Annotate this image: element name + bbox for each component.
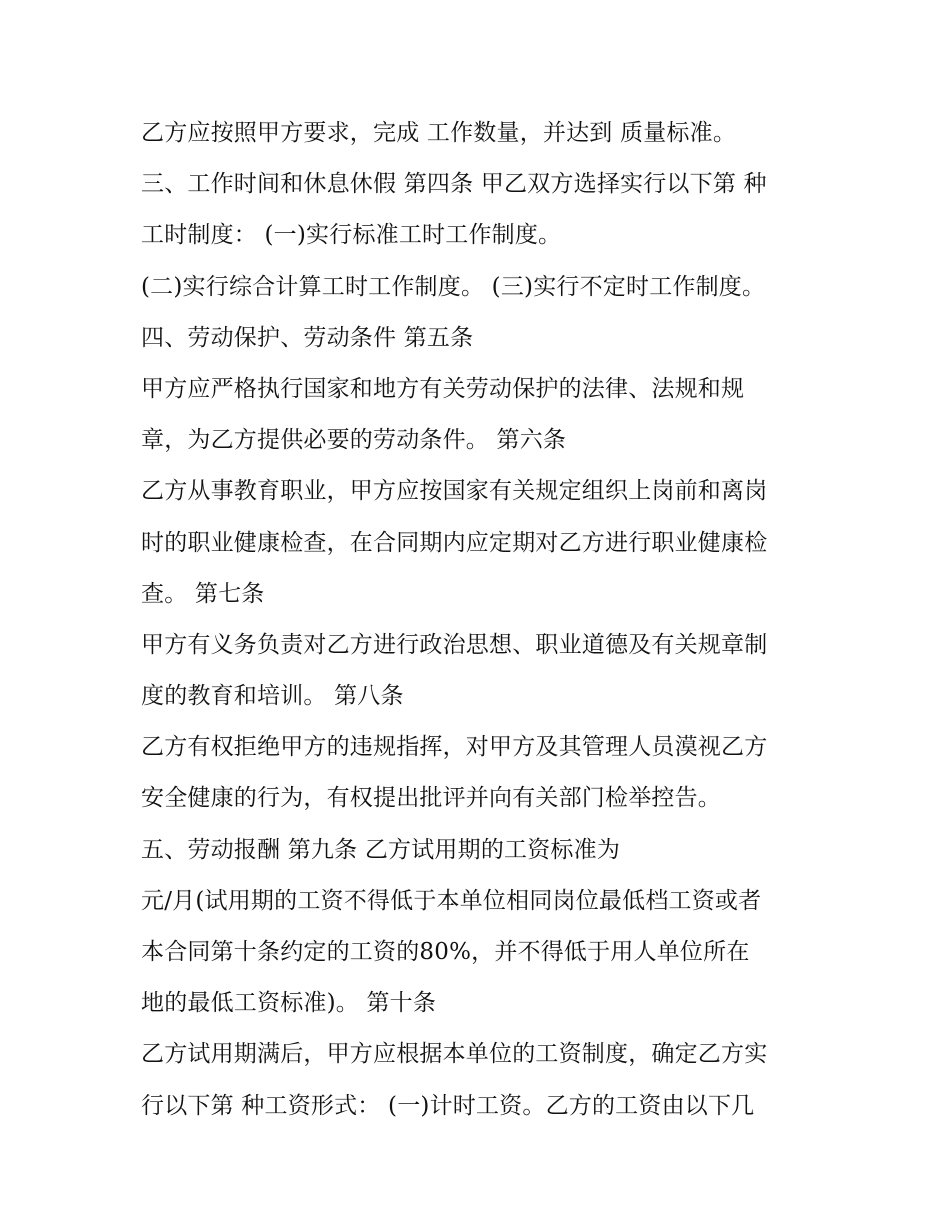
text-line: 乙方有权拒绝甲方的违规指挥，对甲方及其管理人员漠视乙方 [141, 734, 768, 761]
text-line: 时的职业健康检查，在合同期内应定期对乙方进行职业健康检 [141, 529, 768, 556]
text-line: 工时制度： (一)实行标准工时工作制度。 [141, 222, 562, 249]
text-line: 三、工作时间和休息休假 第四条 甲乙双方选择实行以下第 种 [141, 171, 767, 198]
text-line: 本合同第十条约定的工资的80%，并不得低于用人单位所在 [141, 939, 750, 965]
text-line: 元/月(试用期的工资不得低于本单位相同岗位最低档工资或者 [141, 887, 762, 914]
text-line: 行以下第 种工资形式： (一)计时工资。乙方的工资由以下几 [141, 1092, 755, 1119]
text-line: (二)实行综合计算工时工作制度。 (三)实行不定时工作制度。 [141, 273, 766, 300]
contract-text-block [141, 108, 831, 1132]
text-line: 乙方从事教育职业，甲方应按国家有关规定组织上岗前和离岗 [141, 478, 768, 505]
text-line: 度的教育和培训。 第八条 [141, 683, 404, 710]
text-line: 甲方有义务负责对乙方进行政治思想、职业道德及有关规章制 [141, 631, 768, 658]
text-line: 安全健康的行为，有权提出批评并向有关部门检举控告。 [141, 785, 721, 812]
text-line: 甲方应严格执行国家和地方有关劳动保护的法律、法规和规 [141, 375, 745, 402]
text-line: 章，为乙方提供必要的劳动条件。 第六条 [141, 427, 567, 454]
text-line: 乙方应按照甲方要求，完成 工作数量，并达到 质量标准。 [141, 120, 737, 146]
text-line: 地的最低工资标准)。 第十条 [141, 990, 437, 1017]
text-line: 查。 第七条 [141, 580, 265, 607]
text-line: 四、劳动保护、劳动条件 第五条 [141, 324, 474, 351]
text-line: 五、劳动报酬 第九条 乙方试用期的工资标准为 [141, 836, 621, 863]
text-line: 乙方试用期满后，甲方应根据本单位的工资制度，确定乙方实 [141, 1041, 768, 1068]
